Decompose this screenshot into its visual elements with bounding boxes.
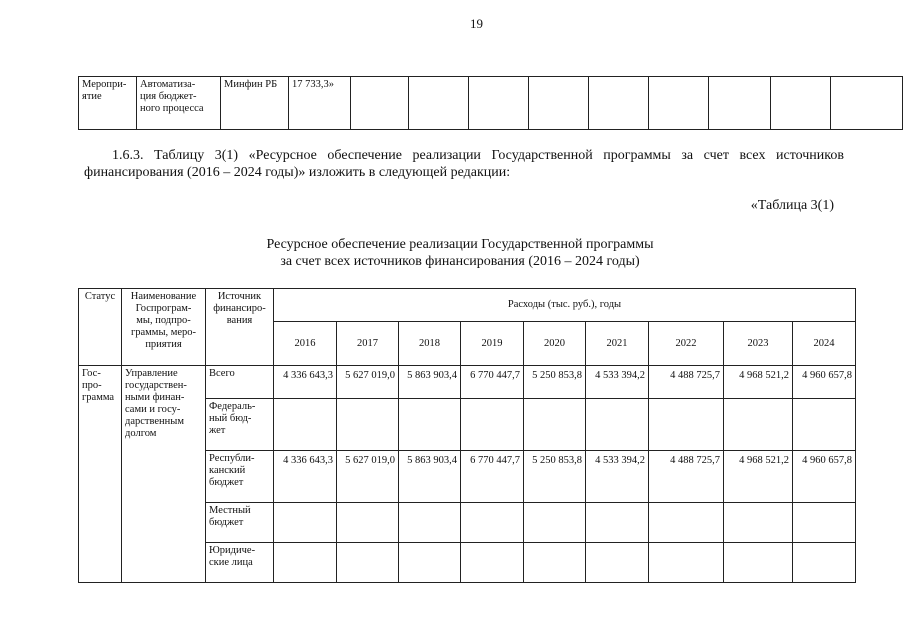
page-number: 19	[470, 16, 483, 31]
caption-line-1: Ресурсное обеспечение реализации Государственной программы	[266, 237, 654, 252]
value-cell	[274, 503, 337, 543]
value-cell	[524, 543, 586, 583]
table-caption	[160, 236, 760, 270]
value-cell	[461, 503, 524, 543]
value-cell	[399, 503, 461, 543]
value-cell	[586, 543, 649, 583]
value-cell	[461, 543, 524, 583]
table-row	[79, 366, 856, 399]
value-cell	[793, 503, 856, 543]
funding-source: Всего	[206, 366, 274, 399]
value-cell: 4 968 521,2	[724, 366, 793, 399]
value-cell: 5 863 903,4	[399, 366, 461, 399]
value-cell: 5 863 903,4	[399, 451, 461, 503]
value-cell	[337, 543, 399, 583]
value-cell: 4 960 657,8	[793, 366, 856, 399]
value-cell: 4 533 394,2	[586, 451, 649, 503]
row-type: Меропри- ятие	[79, 77, 137, 130]
row-name: Автоматиза- ция бюджет- ного процесса	[137, 77, 221, 130]
value-cell: 4 960 657,8	[793, 451, 856, 503]
table-reference: «Таблица 3(1)	[750, 198, 834, 213]
value-cell	[586, 503, 649, 543]
header-expenses: Расходы (тыс. руб.), годы	[274, 289, 856, 322]
year-header: 2024	[793, 322, 856, 366]
empty-cell	[831, 77, 903, 130]
value-cell: 4 968 521,2	[724, 451, 793, 503]
value-cell: 5 250 853,8	[524, 451, 586, 503]
funding-source: Республи- канский бюджет	[206, 451, 274, 503]
amendment-paragraph: 1.6.3. Таблицу 3(1) «Ресурсное обеспечение реализации Государственной программы за счет всех источников финансирования (2016 – 2024 годы)» изложить в следующей редакции:	[84, 148, 844, 180]
year-header: 2016	[274, 322, 337, 366]
year-header: 2022	[649, 322, 724, 366]
caption-line-2: за счет всех источников финансирования (2016 – 2024 годы)	[280, 254, 640, 269]
funding-source: Юридиче- ские лица	[206, 543, 274, 583]
value-cell: 5 627 019,0	[337, 366, 399, 399]
value-cell: 4 533 394,2	[586, 366, 649, 399]
value-cell: 6 770 447,7	[461, 366, 524, 399]
value-cell: 5 627 019,0	[337, 451, 399, 503]
header-status: Статус	[79, 289, 122, 366]
empty-cell	[709, 77, 771, 130]
header-source: Источник финансиро- вания	[206, 289, 274, 366]
row-source: Минфин РБ	[221, 77, 289, 130]
year-header: 2021	[586, 322, 649, 366]
value-cell	[274, 543, 337, 583]
value-cell	[649, 399, 724, 451]
value-cell	[524, 503, 586, 543]
value-cell	[524, 399, 586, 451]
value-cell	[399, 543, 461, 583]
year-header: 2020	[524, 322, 586, 366]
value-cell	[793, 543, 856, 583]
empty-cell	[351, 77, 409, 130]
funding-source: Федераль- ный бюд- жет	[206, 399, 274, 451]
value-cell	[793, 399, 856, 451]
resource-table	[78, 288, 856, 583]
value-cell	[724, 543, 793, 583]
value-cell	[649, 543, 724, 583]
year-header: 2023	[724, 322, 793, 366]
value-cell: 4 488 725,7	[649, 366, 724, 399]
value-cell	[274, 399, 337, 451]
value-cell: 4 488 725,7	[649, 451, 724, 503]
year-header: 2017	[337, 322, 399, 366]
value-cell	[724, 399, 793, 451]
empty-cell	[469, 77, 529, 130]
value-cell: 5 250 853,8	[524, 366, 586, 399]
value-cell	[337, 503, 399, 543]
continuation-table	[78, 76, 903, 130]
value-cell	[586, 399, 649, 451]
row-amount: 17 733,3»	[289, 77, 351, 130]
empty-cell	[589, 77, 649, 130]
empty-cell	[771, 77, 831, 130]
year-header: 2019	[461, 322, 524, 366]
program-status: Гос- про- грамма	[79, 366, 122, 583]
value-cell	[461, 399, 524, 451]
value-cell	[649, 503, 724, 543]
year-header: 2018	[399, 322, 461, 366]
value-cell: 4 336 643,3	[274, 451, 337, 503]
header-name: Наименование Госпрограм- мы, подпро- граммы, меро- приятия	[122, 289, 206, 366]
empty-cell	[529, 77, 589, 130]
value-cell: 4 336 643,3	[274, 366, 337, 399]
program-name: Управление государствен- ными финан- сами и госу- дарственным долгом	[122, 366, 206, 583]
value-cell	[399, 399, 461, 451]
value-cell: 6 770 447,7	[461, 451, 524, 503]
value-cell	[337, 399, 399, 451]
funding-source: Местный бюджет	[206, 503, 274, 543]
value-cell	[724, 503, 793, 543]
empty-cell	[649, 77, 709, 130]
empty-cell	[409, 77, 469, 130]
